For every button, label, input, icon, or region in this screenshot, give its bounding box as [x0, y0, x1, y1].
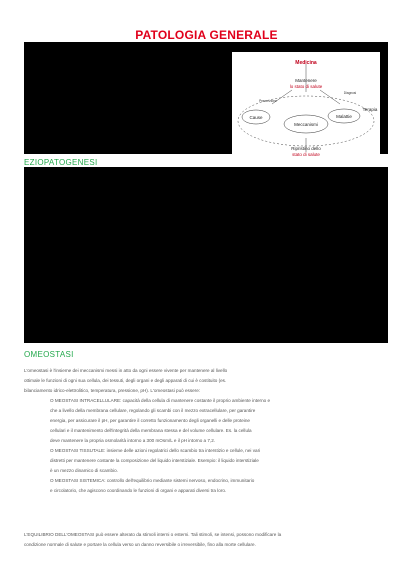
list-item: e circolatorio, che agiscono coordinando le funzioni di organi e apparati diversi tra loro. [50, 488, 227, 493]
list-item: O MEOSTASI INTRACELLULARE: capacità della cellula di mantenere costante il proprio ambiente interno e [50, 398, 271, 403]
diagram-bottom-sub: stato di salute [292, 152, 320, 157]
list-item: distretti per mantenere costante la composizione del liquido interstiziale. Esempio: il liquido interstiziale [50, 458, 259, 463]
diagram-left-small: Prevenzione [259, 99, 277, 103]
diagram-center-node: Meccanismi [294, 122, 318, 127]
list-item: deve mantenere la propria osmolarità intorno a 300 mOsm/L e il pH intorno a 7,2. [50, 438, 216, 443]
section-heading-omeostasi: OMEOSTASI [24, 350, 74, 359]
footer-line: condizione normale di salute e portare la cellula verso un danno reversibile o irreversibile, fino alla morte cellulare. [24, 542, 256, 547]
diagram-bottom-label: Ripristino dello [291, 146, 321, 151]
footer-text [24, 530, 390, 550]
health-diagram [232, 52, 380, 165]
list-item: che a livello della membrana cellulare, regolando gli scambi con il mezzo extracellulare, per garantire [50, 408, 256, 413]
paragraph-line: L'omeostasi è l'insieme dei meccanismi messi in atto da ogni essere vivente per mantenere al livello [24, 368, 228, 373]
diagram-right-small: Diagnosi [343, 91, 357, 95]
list-item: cellulari e il mantenimento dell'integrità della membrana stessa e del volume cellulare. Es. la cellula [50, 428, 252, 433]
list-item: O MEOSTASI TISSUTALE: insieme delle azioni regolatrici dello scambio tra interstizio e cellule, nei vari [50, 448, 261, 453]
diagram-maintenance-sub: lo stato di salute [289, 84, 323, 89]
list-item: O MEOSTASI SISTEMICA: controllo dell'equilibrio mediante sistemi nervoso, endocrino, immunitario [50, 478, 255, 483]
diagram-maintenance-label: Mantenere [295, 78, 317, 83]
diagram-left-node: Cause [249, 115, 263, 120]
diagram-top-label: Medicina [295, 60, 317, 66]
list-item: energia, per assicurare il pH, per garantire il corretto funzionamento degli organelli e delle proteine [50, 418, 250, 423]
page-title: PATOLOGIA GENERALE [135, 28, 278, 42]
footer-line: L'EQUILIBRIO DELL'OMEOSTASI può essere alterato da stimoli interni o esterni. Tali stimoli, se intensi, possono modificare la [24, 532, 282, 537]
paragraph-line: bilanciamento idrico-elettrolitico, temperatura, pressione, pH). L'omeostasi può essere: [24, 388, 201, 393]
black-panel-middle [24, 167, 388, 343]
diagram-svg [232, 52, 380, 165]
diagram-right-node: Malattie [336, 114, 352, 119]
paragraph-line: ottimale le funzioni di ogni sua cellula, dei tessuti, degli organi e degli apparati di cui è costituito (es. [24, 378, 227, 383]
omeostasi-body [24, 366, 390, 496]
diagram-far-right-node: Terapia [362, 107, 378, 112]
diagram-arrow-right [320, 90, 340, 104]
list-item: è un mezzo dinamico di scambio. [50, 468, 118, 473]
section-heading-eziopatogenesi: EZIOPATOGENESI [24, 158, 98, 167]
